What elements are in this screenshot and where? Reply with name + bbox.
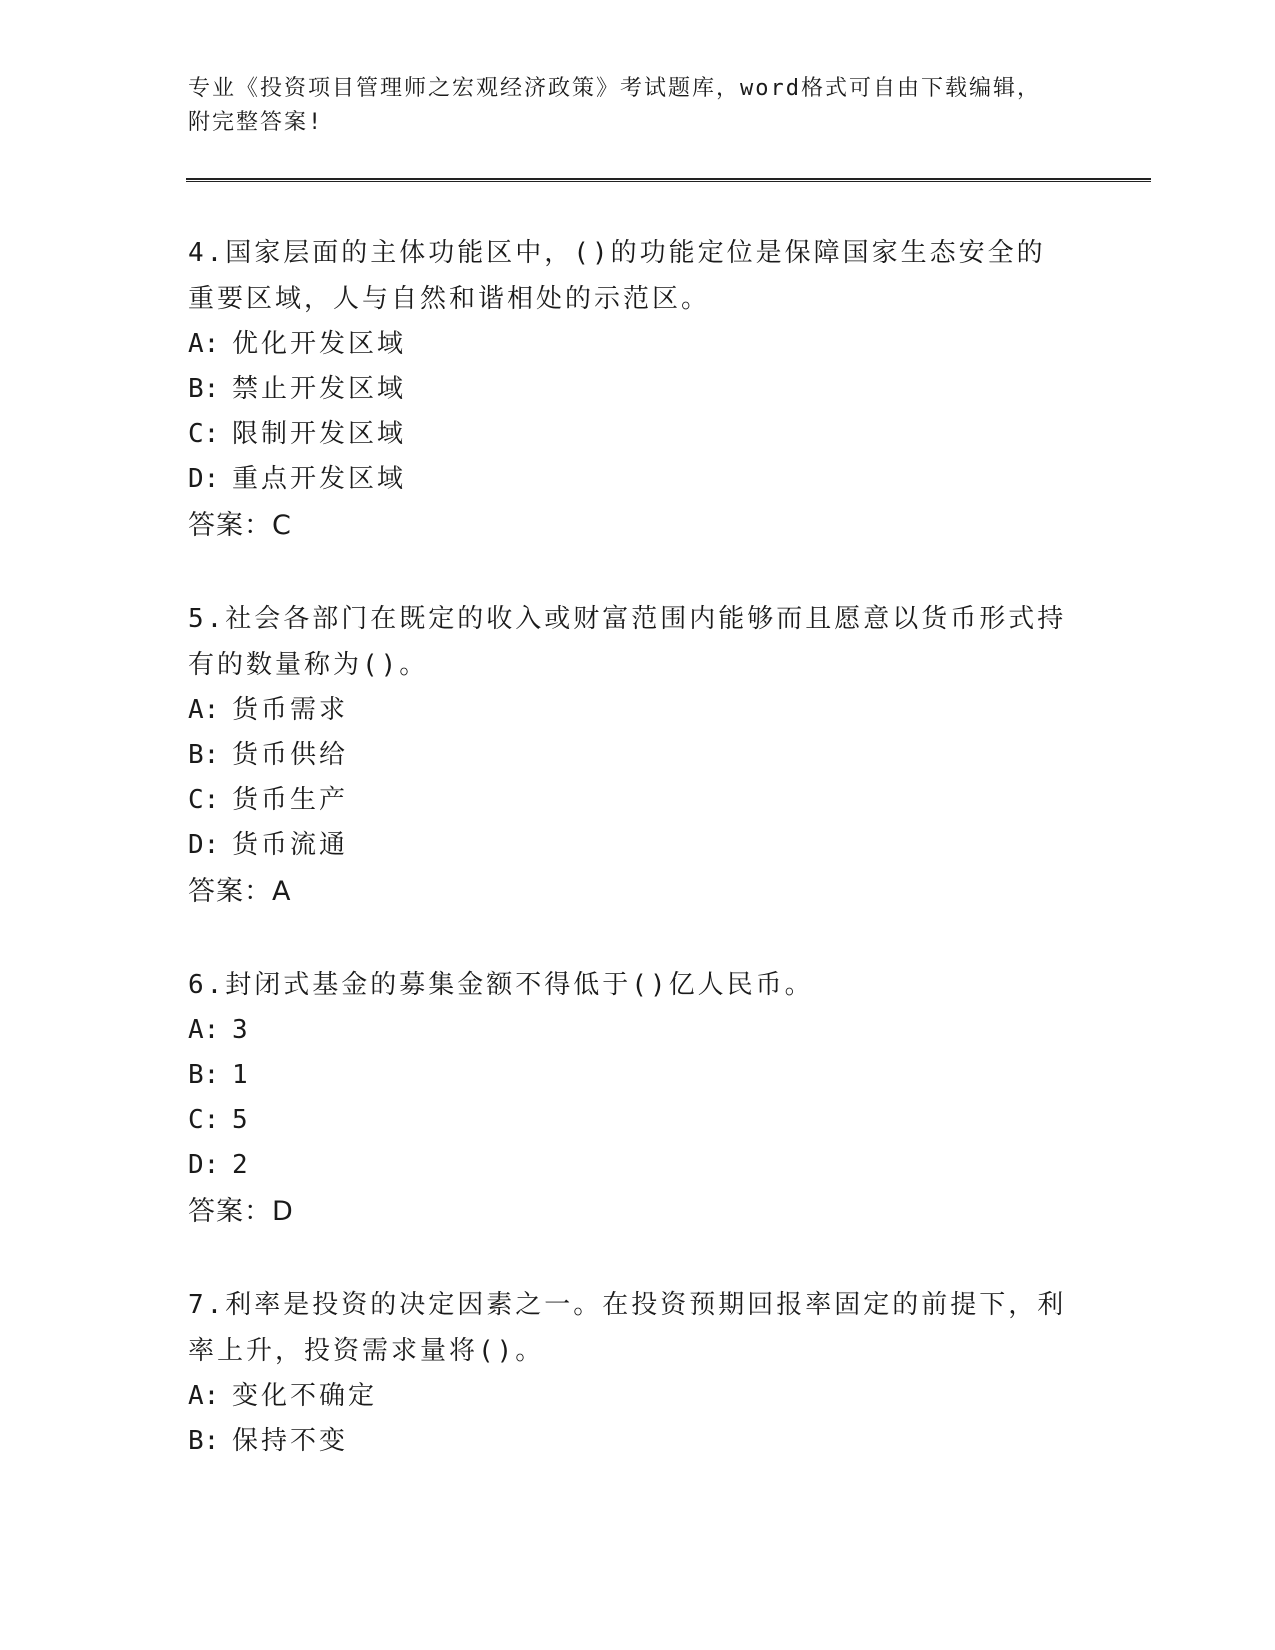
question-option-d	[188, 1143, 1068, 1188]
question-answer: 答案：A	[188, 876, 292, 907]
question-4	[188, 230, 1068, 550]
header-intro-line1: 专业《投资项目管理师之宏观经济政策》考试题库，word格式可自由下载编辑，	[188, 76, 1041, 101]
option-key: C:	[188, 1105, 220, 1135]
option-key: B:	[188, 1426, 220, 1456]
question-option-c	[188, 778, 1068, 823]
option-key: D:	[188, 464, 220, 494]
header-intro-line2: 附完整答案!	[188, 110, 324, 135]
question-5	[188, 596, 1068, 916]
option-text: 变化不确定	[232, 1381, 378, 1411]
question-option-b	[188, 733, 1068, 778]
option-key: D:	[188, 1150, 220, 1180]
option-key: B:	[188, 374, 220, 404]
question-list	[188, 230, 1068, 1510]
question-answer: 答案：D	[188, 1196, 294, 1227]
question-option-d	[188, 457, 1068, 502]
option-text: 1	[232, 1060, 251, 1090]
option-key: C:	[188, 419, 220, 449]
question-option-a	[188, 1374, 1068, 1419]
option-text: 限制开发区域	[232, 419, 407, 449]
question-option-b	[188, 1419, 1068, 1464]
option-text: 货币需求	[232, 695, 349, 725]
question-7	[188, 1282, 1068, 1464]
question-6	[188, 962, 1068, 1236]
option-text: 5	[232, 1105, 251, 1135]
option-key: A:	[188, 1381, 220, 1411]
question-option-c	[188, 412, 1068, 457]
question-option-b	[188, 367, 1068, 412]
option-key: A:	[188, 329, 220, 359]
option-text: 优化开发区域	[232, 329, 407, 359]
question-option-b	[188, 1053, 1068, 1098]
option-key: C:	[188, 785, 220, 815]
question-stem: 5.社会各部门在既定的收入或财富范围内能够而且愿意以货币形式持有的数量称为()。	[188, 604, 1067, 680]
question-option-c	[188, 1098, 1068, 1143]
question-option-a	[188, 688, 1068, 733]
question-stem: 7.利率是投资的决定因素之一。在投资预期回报率固定的前提下，利率上升，投资需求量将()。	[188, 1290, 1067, 1366]
option-text: 货币生产	[232, 785, 349, 815]
question-option-a	[188, 322, 1068, 367]
question-option-a	[188, 1008, 1068, 1053]
option-key: D:	[188, 830, 220, 860]
option-key: B:	[188, 740, 220, 770]
question-answer: 答案：C	[188, 510, 292, 541]
option-text: 禁止开发区域	[232, 374, 407, 404]
option-text: 2	[232, 1150, 251, 1180]
option-text: 货币流通	[232, 830, 349, 860]
question-stem: 4.国家层面的主体功能区中，()的功能定位是保障国家生态安全的重要区域，人与自然和谐相处的示范区。	[188, 238, 1046, 314]
option-text: 保持不变	[232, 1426, 349, 1456]
document-header	[188, 72, 1068, 140]
option-key: A:	[188, 1015, 220, 1045]
question-option-d	[188, 823, 1068, 868]
option-text: 3	[232, 1015, 251, 1045]
option-key: B:	[188, 1060, 220, 1090]
option-key: A:	[188, 695, 220, 725]
question-stem: 6.封闭式基金的募集金额不得低于()亿人民币。	[188, 970, 814, 1000]
header-divider	[186, 178, 1151, 182]
option-text: 重点开发区域	[232, 464, 407, 494]
option-text: 货币供给	[232, 740, 349, 770]
